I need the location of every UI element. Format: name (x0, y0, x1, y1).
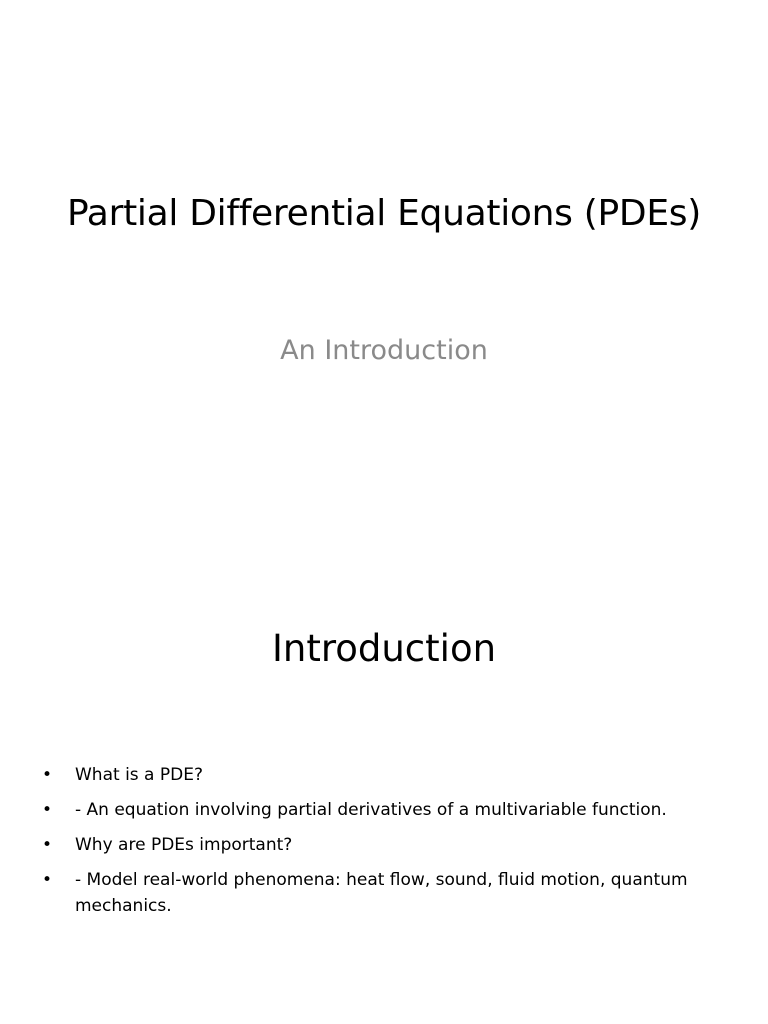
list-item (42, 867, 722, 919)
slide-title: Partial Differential Equations (PDEs) (67, 193, 701, 234)
list-item (42, 762, 722, 788)
list-item (42, 832, 722, 858)
bullet-icon: • (42, 800, 53, 820)
slide-title: Introduction (271, 627, 497, 670)
bullet-list (42, 762, 722, 928)
bullet-text: - An equation involving partial derivatives of a multivariable function. (75, 800, 667, 820)
list-item (42, 797, 722, 823)
introduction-slide (0, 512, 768, 1024)
bullet-icon: • (42, 835, 53, 855)
slide-subtitle: An Introduction (280, 335, 488, 366)
bullet-icon: • (42, 870, 53, 890)
bullet-text: Why are PDEs important? (75, 835, 293, 855)
bullet-icon: • (42, 765, 53, 785)
bullet-text: - Model real-world phenomena: heat flow, sound, fluid motion, quantum mechanics. (75, 870, 688, 916)
bullet-text: What is a PDE? (75, 765, 203, 785)
